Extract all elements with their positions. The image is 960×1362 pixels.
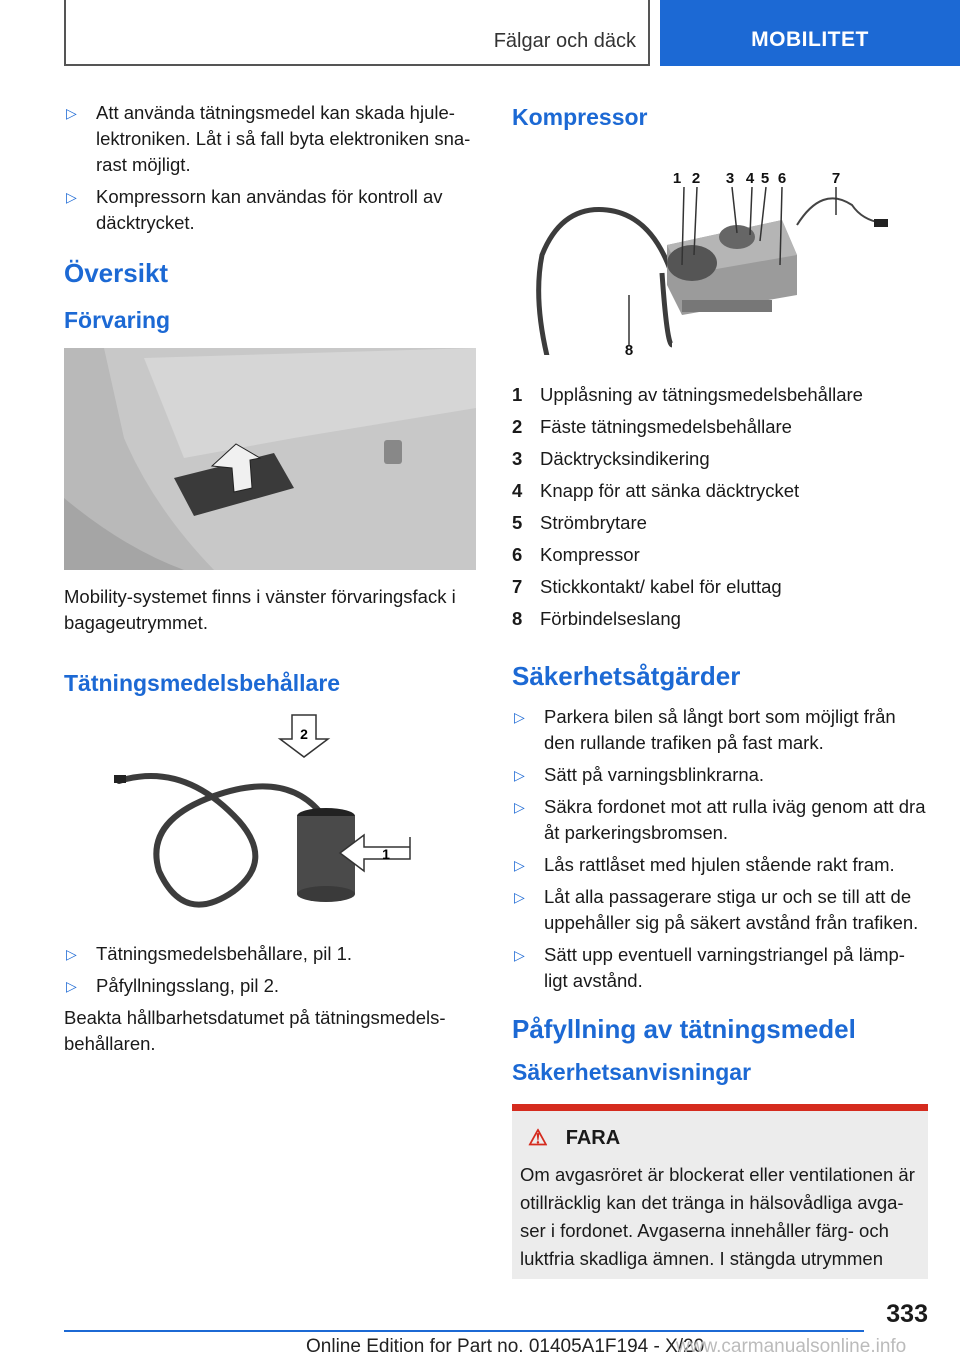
triangle-bullet-icon: ▷	[514, 709, 525, 725]
page-number: 333	[886, 1300, 928, 1328]
list-item: 5 Strömbrytare	[512, 512, 647, 533]
triangle-bullet-icon: ▷	[66, 978, 77, 994]
list-item: ▷ Säkra fordonet mot att rulla iväg genom att dra åt parkeringsbromsen.	[514, 796, 926, 843]
warning-text: Om avgasröret är blockerat eller ventilationen är otillräcklig kan det tränga in hälsovådliga avga-ser i fordonet. Avgaserna innehåller färg- och luktfria skadliga ämnen. I stängda utrymmen	[520, 1164, 915, 1269]
triangle-bullet-icon: ▷	[514, 947, 525, 963]
list-item: ▷ Tätningsmedelsbehållare, pil 1.	[64, 941, 476, 967]
list-item: ▷ Låt alla passagerare stiga ur och se till att de uppehåller sig på säkert avstånd från trafiken.	[514, 886, 919, 933]
storage-compartment-photo	[64, 348, 476, 570]
callout-5: 5	[760, 170, 770, 187]
chapter-tab[interactable]: MOBILITET	[660, 0, 960, 66]
triangle-bullet-icon: ▷	[514, 799, 525, 815]
triangle-bullet-icon: ▷	[514, 857, 525, 873]
list-item: ▷ Lås rattlåset med hjulen stående rakt fram.	[512, 852, 928, 878]
watermark-text: www.carmanualsonline.info	[676, 1336, 907, 1357]
danger-warning-box	[512, 1104, 928, 1279]
list-item: ▷ Sätt upp eventuell varningstriangel på lämp-ligt avstånd.	[514, 944, 905, 991]
callout-8: 8	[624, 342, 634, 355]
heading-kompressor: Kompressor	[512, 104, 648, 130]
triangle-bullet-icon: ▷	[66, 946, 77, 962]
list-item: 6 Kompressor	[512, 544, 640, 565]
right-column	[512, 100, 928, 1279]
heading-behallare: Tätningsmedelsbehållare	[64, 670, 341, 696]
heading-anvisningar: Säkerhetsanvisningar	[512, 1059, 752, 1085]
list-item: ▷ Sätt på varningsblinkrarna.	[512, 762, 928, 788]
footer-divider	[64, 1330, 864, 1332]
callout-4: 4	[745, 170, 755, 187]
triangle-bullet-icon: ▷	[66, 189, 77, 205]
heading-oversikt: Översikt	[64, 258, 169, 288]
list-item: 7 Stickkontakt/ kabel för eluttag	[512, 576, 782, 597]
triangle-bullet-icon: ▷	[514, 767, 525, 783]
list-item: ▷ Parkera bilen så långt bort som möjligt från den rullande trafiken på fast mark.	[514, 706, 896, 753]
storage-description: Mobility-systemet finns i vänster förvaringsfack i bagageutrymmet.	[64, 586, 456, 633]
callout-3: 3	[725, 170, 735, 187]
compressor-illustration	[512, 145, 928, 355]
sealant-container-illustration	[64, 711, 476, 921]
list-item: 8 Förbindelseslang	[512, 608, 681, 629]
heading-pafyllning: Påfyllning av tätningsmedel	[512, 1014, 856, 1044]
triangle-bullet-icon: ▷	[66, 105, 77, 121]
triangle-bullet-icon: ▷	[514, 889, 525, 905]
warning-title: FARA	[565, 1126, 621, 1149]
list-item: ▷ Att använda tätningsmedel kan skada hjule-lektroniken. Låt i så fall byta elektroniken sna-rast möjligt.	[66, 102, 471, 175]
warning-triangle-icon: ⚠	[528, 1125, 548, 1150]
list-item: ▷ Kompressorn kan användas för kontroll av däcktrycket.	[66, 186, 443, 233]
page-header	[0, 0, 960, 66]
arrow-label-2: 2	[300, 726, 308, 742]
expiry-note: Beakta hållbarhetsdatumet på tätningsmedels-behållaren.	[64, 1007, 446, 1054]
heading-forvaring: Förvaring	[64, 307, 171, 333]
list-item: 3 Däcktrycksindikering	[512, 448, 710, 469]
compressor-figure	[512, 145, 928, 355]
callout-2: 2	[691, 170, 701, 187]
left-column	[64, 100, 476, 1065]
sealant-container-figure	[64, 711, 476, 921]
edition-text: Online Edition for Part no. 01405A1F194 - X/20	[306, 1336, 705, 1357]
list-item: 4 Knapp för att sänka däcktrycket	[512, 480, 800, 501]
callout-7: 7	[831, 170, 841, 187]
list-item: 1 Upplåsning av tätningsmedelsbehållare	[512, 384, 863, 405]
storage-photo-illustration	[64, 348, 476, 570]
callout-6: 6	[777, 170, 787, 187]
heading-sakerhet: Säkerhetsåtgärder	[512, 661, 741, 691]
list-item: 2 Fäste tätningsmedelsbehållare	[512, 416, 792, 437]
section-title: Fälgar och däck	[493, 30, 636, 52]
list-item: ▷ Påfyllningsslang, pil 2.	[64, 973, 476, 999]
arrow-label-1: 1	[382, 846, 390, 862]
callout-1: 1	[672, 170, 682, 187]
parts-list	[512, 379, 928, 635]
